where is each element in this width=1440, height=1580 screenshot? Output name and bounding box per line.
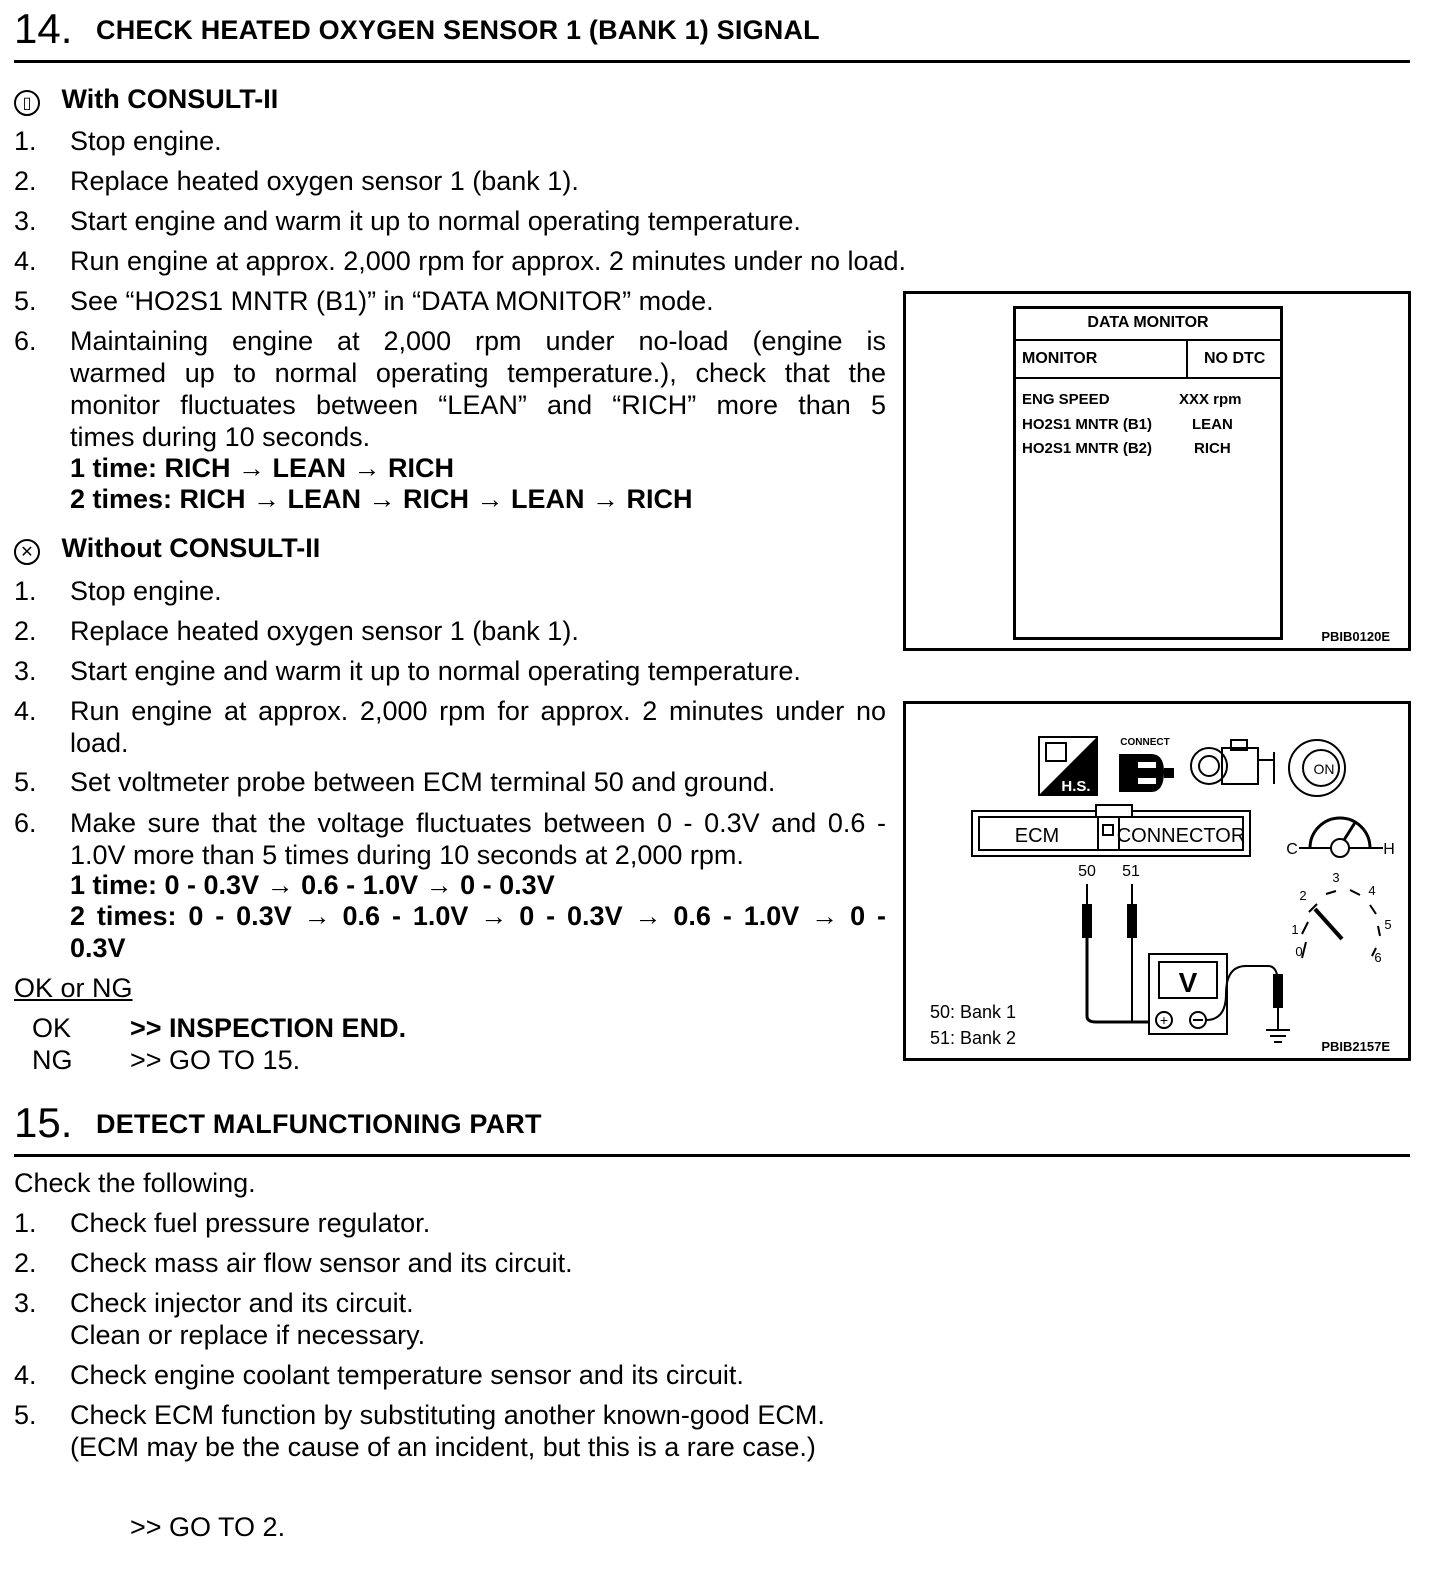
list-item: 3. Start engine and warm it up to normal operating temperature. — [14, 656, 801, 686]
step-14-header — [14, 0, 1410, 63]
no-consult-icon: ✕ — [14, 539, 40, 565]
list-item: 3. Check injector and its circuit. Clean or replace if necessary. — [14, 1288, 426, 1350]
rich-lean-one-time: 1 time: RICH → LEAN → RICH — [70, 453, 455, 483]
monitor-rows: ENG SPEED XXX rpm HO2S1 MNTR (B1) LEAN HO2S1 MNTR (B2) RICH — [1022, 391, 1242, 457]
hs-icon — [1039, 737, 1097, 795]
list-item: 1. Stop engine. — [14, 576, 222, 606]
terminal-50-label: 50 — [1078, 863, 1096, 880]
tachometer — [1302, 890, 1380, 958]
monitor-screen — [1013, 306, 1283, 640]
connect-icon — [1119, 737, 1174, 792]
svg-text:+: + — [1159, 1012, 1169, 1028]
tach-3: 3 — [1332, 870, 1340, 885]
with-consult-heading: ▯ With CONSULT-II — [14, 84, 278, 116]
ignition-on-icon — [1289, 740, 1345, 796]
tach-0: 0 — [1295, 944, 1303, 959]
list-item: 4. Check engine coolant temperature sensor and its circuit. — [14, 1360, 744, 1390]
svg-text:ON: ON — [1313, 761, 1335, 777]
gauge-c-label: C — [1286, 841, 1298, 858]
step-15-number: 15. — [14, 1099, 73, 1146]
rich-lean-two-times: 2 times: RICH → LEAN → RICH → LEAN → RICH — [70, 484, 693, 514]
engine-icon — [1191, 740, 1274, 784]
svg-text:CONNECT: CONNECT — [1120, 737, 1170, 748]
monitor-title: DATA MONITOR — [1016, 309, 1280, 341]
legend-bank-2: 51: Bank 2 — [930, 1028, 1017, 1048]
voltage-two-times-cont: 0.3V — [70, 933, 126, 963]
list-item: 2. Replace heated oxygen sensor 1 (bank 1). — [14, 166, 579, 196]
list-item: 5. See “HO2S1 MNTR (B1)” in “DATA MONITOR” mode. — [14, 286, 714, 316]
goto-step-2: >> GO TO 2. — [130, 1512, 286, 1542]
tach-1: 1 — [1291, 922, 1299, 937]
legend-bank-1: 50: Bank 1 — [930, 1002, 1017, 1022]
list-item: 5. Set voltmeter probe between ECM terminal 50 and ground. — [14, 767, 776, 797]
tach-4: 4 — [1368, 883, 1376, 898]
step-15-title: DETECT MALFUNCTIONING PART — [96, 1109, 542, 1139]
list-item: 4. Run engine at approx. 2,000 rpm for approx. 2 minutes under no load. — [14, 696, 886, 758]
step-15-header — [14, 1094, 1410, 1157]
list-item: 4. Run engine at approx. 2,000 rpm for approx. 2 minutes under no load. — [14, 246, 907, 276]
data-monitor-figure — [903, 291, 1411, 651]
voltmeter-figure — [903, 701, 1411, 1061]
list-item: 2. Replace heated oxygen sensor 1 (bank 1). — [14, 616, 579, 646]
figure-code: PBIB2157E — [1321, 1039, 1390, 1054]
ok-ng-heading: OK or NG — [14, 973, 133, 1003]
list-item: 1. Check fuel pressure regulator. — [14, 1208, 431, 1238]
tach-5: 5 — [1384, 917, 1392, 932]
connector-label: CONNECTOR — [1116, 825, 1246, 847]
voltage-one-time: 1 time: 0 - 0.3V → 0.6 - 1.0V → 0 - 0.3V — [70, 870, 555, 900]
gauge-h-label: H — [1383, 841, 1395, 858]
step-14-number: 14. — [14, 5, 73, 52]
list-item: 5. Check ECM function by substituting another known-good ECM. (ECM may be the cause of an incident, but this is a rare case.) — [14, 1400, 825, 1462]
list-item: 3. Start engine and warm it up to normal operating temperature. — [14, 206, 801, 236]
list-item: 6. Maintaining engine at 2,000 rpm under no-load (engine is warmed up to normal operating temperature.), check that the monitor fluctuates between “LEAN” and “RICH” more than 5 times during 10 seconds. — [14, 326, 886, 452]
figure-code: PBIB0120E — [1321, 629, 1390, 644]
terminal-51-label: 51 — [1122, 863, 1140, 880]
voltmeter-label: V — [1178, 967, 1198, 998]
ecm-label: ECM — [1014, 825, 1060, 847]
ok-result: >> INSPECTION END. — [130, 1013, 407, 1043]
ng-result: >> GO TO 15. — [130, 1045, 301, 1075]
ok-label: OK — [32, 1013, 72, 1043]
list-item: 2. Check mass air flow sensor and its circuit. — [14, 1248, 573, 1278]
list-item: 1. Stop engine. — [14, 126, 222, 156]
list-item: 6. Make sure that the voltage fluctuates between 0 - 0.3V and 0.6 - 1.0V more than 5 times during 10 seconds at 2,000 rpm. — [14, 808, 886, 870]
step-14-title: CHECK HEATED OXYGEN SENSOR 1 (BANK 1) SIGNAL — [96, 15, 820, 45]
without-consult-heading: ✕ Without CONSULT-II — [14, 533, 320, 565]
voltmeter-diagram — [906, 704, 1408, 1058]
consult-tool-icon: ▯ — [14, 90, 40, 116]
voltage-two-times: 2 times: 0 - 0.3V → 0.6 - 1.0V → 0 - 0.3V → 0.6 - 1.0V → 0 - — [70, 901, 886, 931]
monitor-header-row: MONITOR NO DTC — [1016, 341, 1280, 379]
svg-text:H.S.: H.S. — [1061, 778, 1091, 795]
step-15-intro: Check the following. — [14, 1168, 256, 1198]
tach-2: 2 — [1299, 888, 1307, 903]
tach-6: 6 — [1374, 950, 1382, 965]
ng-label: NG — [32, 1045, 73, 1075]
